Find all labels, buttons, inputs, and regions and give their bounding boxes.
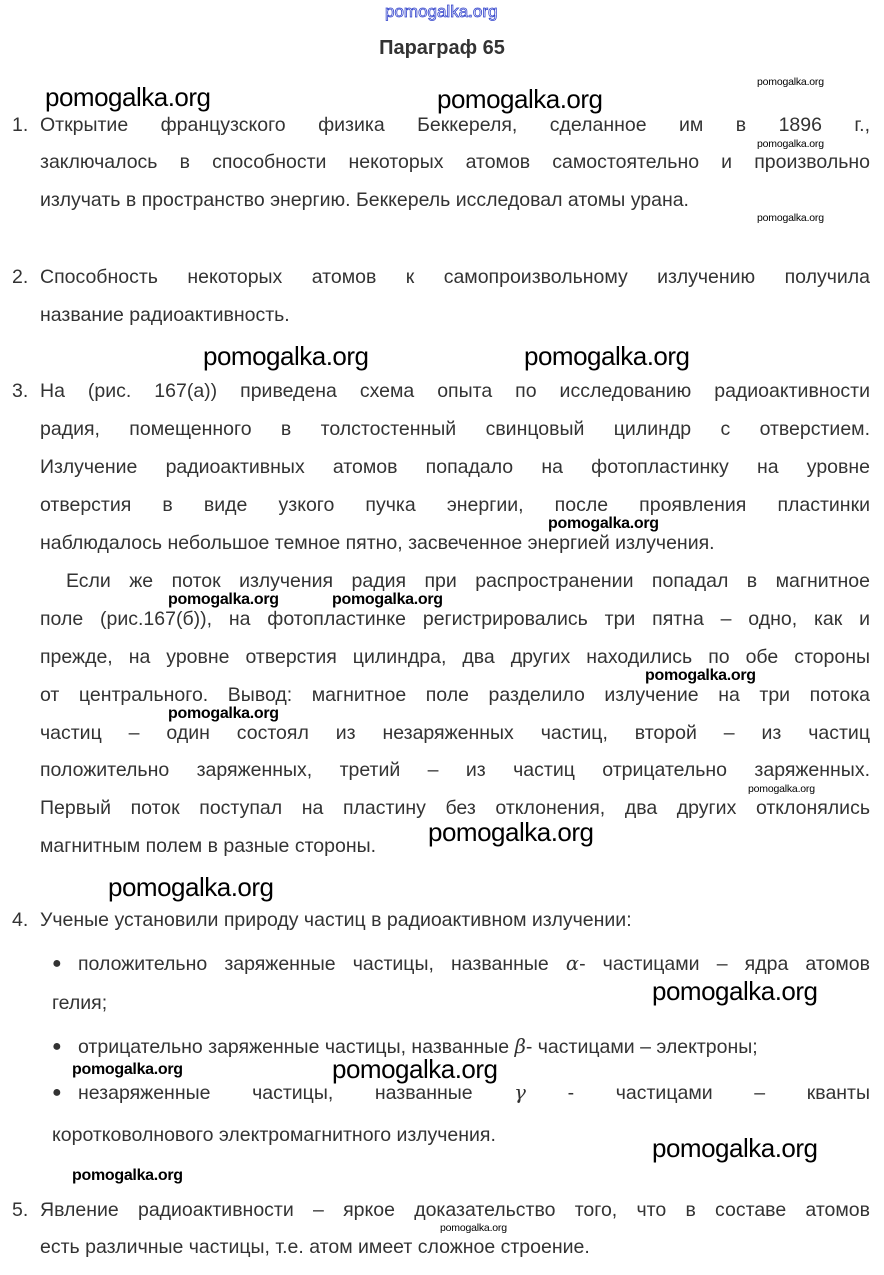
watermark: pomogalka.org <box>45 82 211 112</box>
alpha-symbol: α <box>565 953 580 975</box>
text-line: положительно заряженных, третий – из частиц отрицательно заряженных. <box>40 759 870 781</box>
bullet-text: незаряженные частицы, названные <box>78 1082 473 1104</box>
bullet-line <box>78 953 870 975</box>
text-line: магнитным полем в разные стороны. <box>40 835 377 857</box>
text-line: название радиоактивность. <box>40 304 290 326</box>
text-line: поле (рис.167(б)), на фотопластинке регистрировались три пятна – одно, как и <box>40 608 870 630</box>
bullet-text: положительно заряженные частицы, названные <box>78 953 549 975</box>
watermark: pomogalka.org <box>548 515 659 532</box>
bullet-icon: ● <box>52 1038 62 1055</box>
text-line: от центрального. Вывод: магнитное поле разделило излучение на три потока <box>40 684 870 706</box>
text-line: есть различные частицы, т.е. атом имеет сложное строение. <box>40 1236 590 1258</box>
gamma-symbol: γ <box>514 1082 526 1104</box>
text-line: заключалось в способности некоторых атомов самостоятельно и произвольно <box>40 151 870 173</box>
watermark: pomogalka.org <box>72 1167 183 1184</box>
text-line: Ученые установили природу частиц в радиоактивном излучении: <box>40 909 632 931</box>
bullet-line <box>78 1082 870 1104</box>
watermark: pomogalka.org <box>332 591 443 608</box>
text-line: радия, помещенного в толстостенный свинцовый цилиндр с отверстием. <box>40 418 870 440</box>
watermark: pomogalka.org <box>168 705 279 722</box>
watermark: pomogalka.org <box>440 1222 507 1234</box>
bullet-icon: ● <box>52 1084 62 1101</box>
item-number: 2. <box>12 266 29 288</box>
text-line: Явление радиоактивности – яркое доказательство того, что в составе атомов <box>40 1199 870 1221</box>
bullet-text: отрицательно заряженные частицы, названные <box>78 1036 510 1058</box>
beta-symbol: β <box>514 1035 526 1058</box>
text-line: На (рис. 167(а)) приведена схема опыта по исследованию радиоактивности <box>40 380 870 402</box>
text-line: отверстия в виде узкого пучка энергии, после проявления пластинки <box>40 494 870 516</box>
bullet-text: - частицами – электроны; <box>525 1036 758 1058</box>
text-line: Если же поток излучения радия при распространении попадал в магнитное <box>66 570 870 592</box>
text-line: прежде, на уровне отверстия цилиндра, два других находились по обе стороны <box>40 646 870 668</box>
text-line: Первый поток поступал на пластину без отклонения, два других отклонялись <box>40 797 870 819</box>
watermark: pomogalka.org <box>428 817 594 847</box>
watermark: pomogalka.org <box>757 76 824 88</box>
top-site-link[interactable]: pomogalka.org <box>385 2 498 21</box>
item-number: 3. <box>12 380 29 402</box>
text-line: гелия; <box>52 992 108 1014</box>
watermark: pomogalka.org <box>168 591 279 608</box>
item-number: 1. <box>12 114 29 136</box>
watermark: pomogalka.org <box>524 341 690 371</box>
bullet-text: - частицами – ядра атомов <box>579 953 870 975</box>
page-title: Параграф 65 <box>379 37 505 59</box>
watermark: pomogalka.org <box>757 212 824 224</box>
watermark: pomogalka.org <box>437 84 603 114</box>
watermark: pomogalka.org <box>652 976 818 1006</box>
watermark: pomogalka.org <box>72 1061 183 1078</box>
watermark: pomogalka.org <box>332 1054 498 1084</box>
text-line: коротковолнового электромагнитного излучения. <box>52 1124 496 1146</box>
watermark: pomogalka.org <box>108 872 274 902</box>
watermark: pomogalka.org <box>652 1133 818 1163</box>
watermark: pomogalka.org <box>645 667 756 684</box>
text-line: Открытие французского физика Беккереля, сделанное им в 1896 г., <box>40 114 870 136</box>
watermark: pomogalka.org <box>203 341 369 371</box>
item-number: 5. <box>12 1199 29 1221</box>
watermark: pomogalka.org <box>757 138 824 150</box>
text-line: Излучение радиоактивных атомов попадало на фотопластинку на уровне <box>40 456 870 478</box>
text-line: наблюдалось небольшое темное пятно, засвеченное энергией излучения. <box>40 532 715 554</box>
text-line: излучать в пространство энергию. Беккерель исследовал атомы урана. <box>40 189 689 211</box>
item-number: 4. <box>12 909 29 931</box>
bullet-icon: ● <box>52 955 62 972</box>
bullet-text: - частицами – кванты <box>567 1082 870 1104</box>
text-line: Способность некоторых атомов к самопроизвольному излучению получила <box>40 266 870 288</box>
text-line: частиц – один состоял из незаряженных частиц, второй – из частиц <box>40 722 870 744</box>
watermark: pomogalka.org <box>748 783 815 795</box>
